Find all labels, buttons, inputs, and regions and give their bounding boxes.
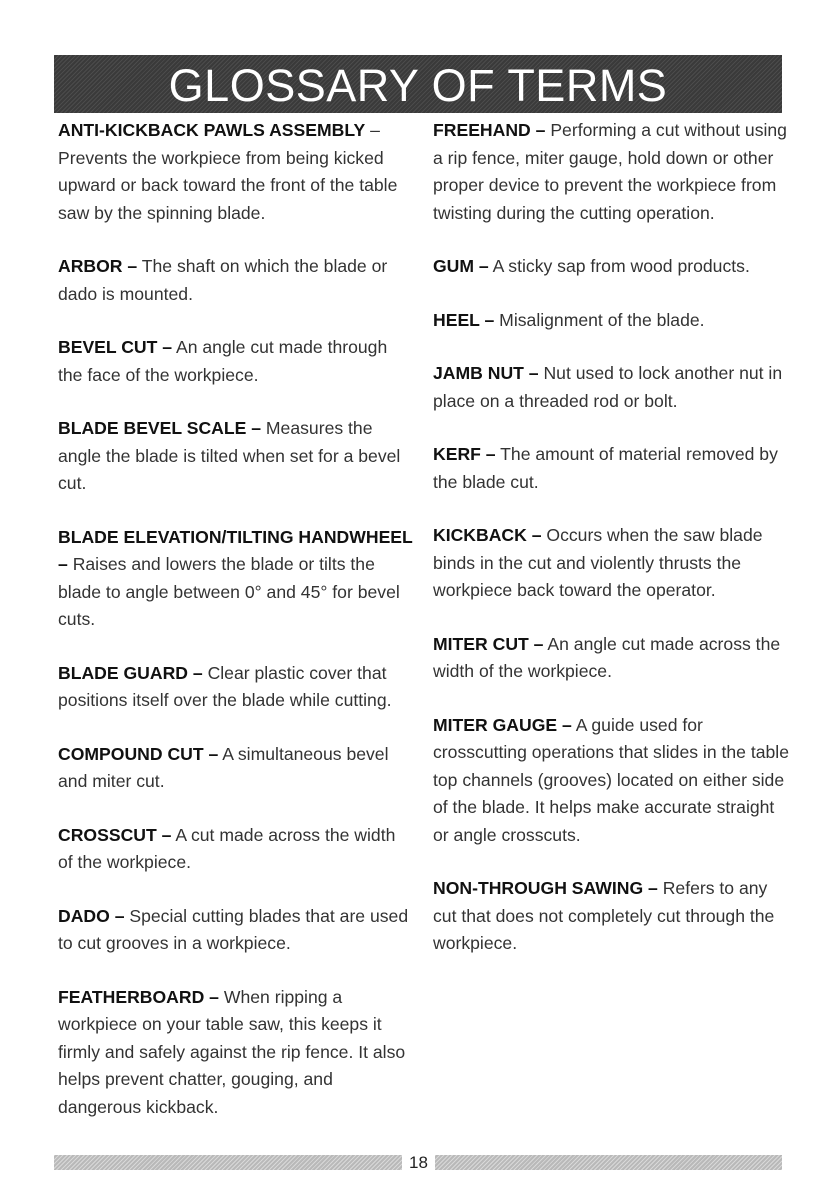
glossary-definition: Measures the angle the blade is tilted when set for a bevel cut. — [58, 418, 401, 493]
glossary-term: BEVEL CUT – — [58, 337, 173, 357]
glossary-entry — [433, 253, 793, 281]
glossary-entry — [433, 117, 793, 227]
glossary-term: FEATHERBOARD – — [58, 986, 219, 1007]
glossary-term: BLADE BEVEL SCALE – — [58, 418, 262, 438]
glossary-entry — [58, 524, 414, 634]
glossary-term: FREEHAND – — [433, 120, 546, 140]
glossary-definition: When ripping a workpiece on your table saw, this keeps it firmly and safely against the rip fence. It also helps prevent chatter, gouging, and dangerous kickback. — [58, 986, 406, 1117]
glossary-header-banner — [54, 55, 782, 113]
glossary-entry — [58, 660, 414, 715]
glossary-term: GUM – — [433, 256, 489, 276]
glossary-definition: A simultaneous bevel and miter cut. — [58, 743, 389, 791]
glossary-definition: The amount of material removed by the blade cut. — [433, 444, 778, 492]
glossary-term: COMPOUND CUT – — [58, 743, 219, 764]
glossary-entry — [433, 441, 793, 496]
glossary-term: JAMB NUT – — [433, 363, 539, 383]
glossary-definition: Clear plastic cover that positions itself over the blade while cutting. — [58, 662, 392, 710]
glossary-entry — [433, 522, 793, 605]
glossary-definition: Special cutting blades that are used to cut grooves in a workpiece. — [58, 905, 409, 953]
glossary-entry — [58, 415, 414, 498]
glossary-entry — [433, 712, 793, 850]
glossary-term: KERF – — [433, 444, 496, 464]
glossary-term: NON-THROUGH SAWING – — [433, 878, 658, 898]
glossary-entry — [433, 875, 793, 958]
glossary-definition: A cut made across the width of the workpiece. — [58, 824, 396, 872]
glossary-left-column — [58, 117, 414, 1121]
glossary-entry — [58, 903, 414, 958]
glossary-definition: Nut used to lock another nut in place on a threaded rod or bolt. — [433, 363, 783, 411]
glossary-term: MITER GAUGE – — [433, 714, 572, 735]
glossary-definition: A sticky sap from wood products. — [492, 256, 750, 276]
glossary-definition: Raises and lowers the blade or tilts the blade to angle between 0° and 45° for bevel cuts. — [58, 554, 400, 629]
glossary-entry — [433, 360, 793, 415]
glossary-entry — [58, 741, 414, 796]
glossary-term: HEEL – — [433, 309, 495, 330]
glossary-term: MITER CUT – — [433, 633, 544, 654]
glossary-right-column — [433, 117, 793, 958]
footer-bar-left — [54, 1155, 402, 1170]
glossary-term: ARBOR – — [58, 256, 138, 276]
glossary-term: CROSSCUT – — [58, 824, 172, 845]
page-title: GLOSSARY OF TERMS — [168, 59, 668, 111]
glossary-definition: – Prevents the workpiece from being kicked upward or back toward the front of the table saw by the spinning blade. — [58, 120, 398, 223]
glossary-definition: Misalignment of the blade. — [499, 309, 705, 330]
glossary-entry — [433, 307, 793, 335]
glossary-entry — [58, 253, 414, 308]
glossary-term: ANTI-KICKBACK PAWLS ASSEMBLY — [58, 120, 366, 140]
glossary-definition: An angle cut made through the face of the workpiece. — [58, 337, 388, 385]
glossary-definition: Refers to any cut that does not completely cut through the workpiece. — [433, 878, 775, 953]
glossary-definition: The shaft on which the blade or dado is mounted. — [58, 256, 388, 304]
footer-bar-right — [435, 1155, 782, 1170]
glossary-entry — [433, 631, 793, 686]
glossary-entry — [58, 984, 414, 1122]
page-number: 18 — [409, 1153, 428, 1172]
glossary-definition: Performing a cut without using a rip fence, miter gauge, hold down or other proper device to prevent the workpiece from twisting during the cutting operation. — [433, 120, 787, 223]
glossary-definition: An angle cut made across the width of the workpiece. — [433, 633, 781, 681]
glossary-term: DADO – — [58, 905, 125, 926]
glossary-term: KICKBACK – — [433, 525, 542, 545]
glossary-term: BLADE ELEVATION/TILTING HANDWHEEL – — [58, 526, 413, 574]
glossary-definition: Occurs when the saw blade binds in the cut and violently thrusts the workpiece back toward the operator. — [433, 525, 763, 600]
glossary-entry — [58, 334, 414, 389]
glossary-term: BLADE GUARD – — [58, 662, 203, 683]
glossary-entry — [58, 117, 414, 227]
glossary-entry — [58, 822, 414, 877]
glossary-definition: A guide used for crosscutting operations that slides in the table top channels (grooves) located on either side of the blade. It helps make accurate straight or angle crosscuts. — [433, 714, 789, 845]
